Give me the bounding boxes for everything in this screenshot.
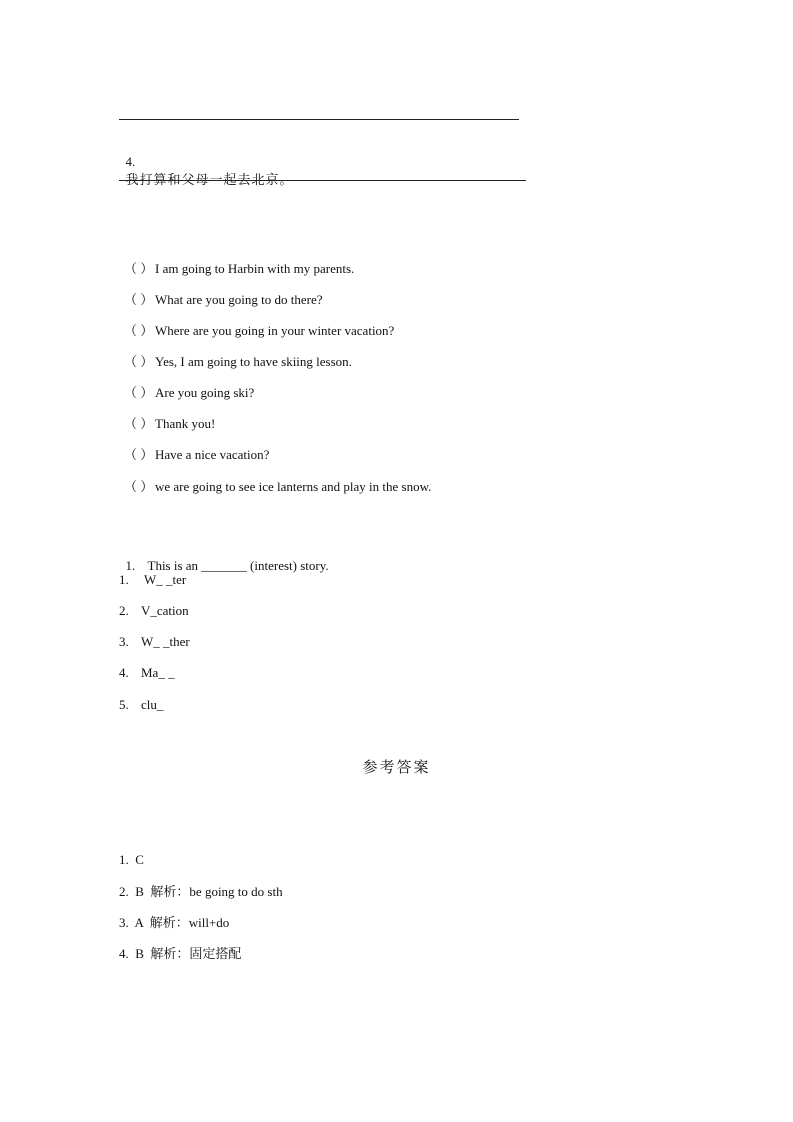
item-number: 4. xyxy=(125,154,136,169)
item-text: This is an _______ (interest) story. xyxy=(147,558,329,573)
item-number: 4. xyxy=(119,665,129,680)
line-text: I am going to Harbin with my parents. xyxy=(155,261,355,276)
spelling-item xyxy=(119,696,163,714)
item-text: W_ _ter xyxy=(141,572,187,587)
line-text: Have a nice vacation? xyxy=(155,447,270,462)
line-text: Where are you going in your winter vacation? xyxy=(155,323,395,338)
line-text: Thank you! xyxy=(155,416,216,431)
answer-line xyxy=(119,119,519,120)
item-text: V_cation xyxy=(141,603,189,618)
spelling-item xyxy=(119,633,190,651)
item-text: clu_ xyxy=(141,697,164,712)
item-text: Ma_ _ xyxy=(141,665,175,680)
answer-bracket: （ ） xyxy=(124,292,154,307)
dialogue-line xyxy=(124,446,269,464)
item-number: 3. xyxy=(119,634,129,649)
answer-line xyxy=(119,180,526,181)
line-text: Are you going ski? xyxy=(155,385,255,400)
answer-bracket: （ ） xyxy=(124,416,154,431)
spelling-item xyxy=(119,602,189,620)
item-number: 2. xyxy=(119,603,129,618)
answer-item xyxy=(119,883,283,901)
answer-bracket: （ ） xyxy=(124,323,154,338)
dialogue-line xyxy=(124,415,215,433)
line-text: What are you going to do there? xyxy=(155,292,323,307)
dialogue-line xyxy=(124,291,323,309)
answer-text: 4. B 解析：固定搭配 xyxy=(119,946,242,961)
answer-text: 1. C xyxy=(119,852,144,867)
answer-bracket: （ ） xyxy=(124,354,154,369)
line-text: we are going to see ice lanterns and play in the snow. xyxy=(155,479,432,494)
answer-bracket: （ ） xyxy=(124,479,154,494)
answer-item xyxy=(119,914,229,932)
answer-bracket: （ ） xyxy=(124,261,154,276)
dialogue-line xyxy=(124,322,394,340)
word-form-item xyxy=(119,539,329,573)
spelling-item xyxy=(119,571,186,589)
answer-bracket: （ ） xyxy=(124,385,154,400)
dialogue-line xyxy=(124,260,354,278)
line-text: Yes, I am going to have skiing lesson. xyxy=(155,354,352,369)
item-text: W_ _ther xyxy=(141,634,190,649)
answer-item xyxy=(119,851,144,869)
item-number: 5. xyxy=(119,697,129,712)
translation-item xyxy=(119,135,294,187)
answer-text: 3. A 解析：will+do xyxy=(119,915,230,930)
answer-bracket: （ ） xyxy=(124,447,154,462)
dialogue-line xyxy=(124,384,254,402)
spelling-item xyxy=(119,664,175,682)
dialogue-line xyxy=(124,353,352,371)
item-number: 1. xyxy=(125,558,136,573)
answers-title: 参考答案 xyxy=(362,760,431,776)
item-number: 1. xyxy=(119,572,129,587)
answer-text: 2. B 解析：be going to do sth xyxy=(119,884,283,899)
answer-item xyxy=(119,945,241,963)
item-text: 我打算和父母一起去北京。 xyxy=(125,172,294,187)
dialogue-line xyxy=(124,478,431,496)
